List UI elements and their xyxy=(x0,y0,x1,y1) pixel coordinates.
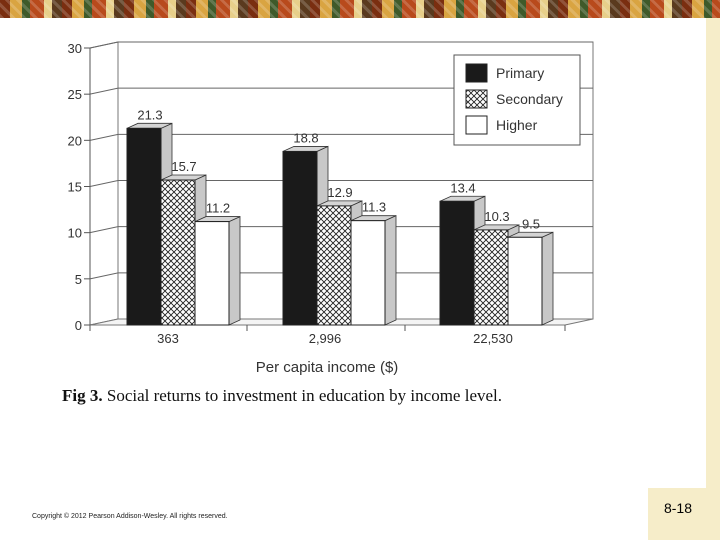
data-label: 9.5 xyxy=(521,216,541,232)
legend-label: Primary xyxy=(496,65,545,81)
legend-swatch xyxy=(466,90,487,108)
figure-caption-text: Social returns to investment in education by income level. xyxy=(106,386,503,405)
data-label: 10.3 xyxy=(484,208,510,224)
x-tick-label: 363 xyxy=(157,331,179,346)
legend-swatch xyxy=(466,64,487,82)
y-tick-label: 15 xyxy=(67,179,82,195)
x-axis xyxy=(90,325,565,346)
bar-higher-1 xyxy=(195,217,240,325)
y-tick-label: 5 xyxy=(74,271,82,287)
y-axis xyxy=(68,41,90,333)
bar-higher-3 xyxy=(508,232,553,325)
data-label: 11.2 xyxy=(205,200,231,216)
data-label: 13.4 xyxy=(450,180,476,196)
legend xyxy=(454,55,580,145)
x-axis-title: Per capita income ($) xyxy=(255,359,399,376)
data-label: 12.9 xyxy=(327,184,353,200)
x-tick-label: 2,996 xyxy=(308,331,342,346)
figure-number: Fig 3. xyxy=(62,386,103,405)
data-label: 21.3 xyxy=(137,107,163,123)
copyright-text: Copyright © 2012 Pearson Addison-Wesley. All rights reserved. xyxy=(32,513,228,520)
data-label: 18.8 xyxy=(293,130,319,146)
y-tick-label: 10 xyxy=(67,225,82,241)
y-tick-label: 25 xyxy=(67,87,82,103)
legend-label: Higher xyxy=(496,117,538,133)
x-tick-label: 22,530 xyxy=(473,331,513,346)
y-tick-label: 20 xyxy=(67,133,82,149)
legend-swatch xyxy=(466,116,487,134)
slide-number: 8-18 xyxy=(663,500,693,516)
legend-label: Secondary xyxy=(496,91,563,107)
y-tick-label: 0 xyxy=(74,318,82,333)
figure-caption xyxy=(62,386,502,406)
bar-higher-2 xyxy=(351,216,396,325)
data-label: 11.3 xyxy=(361,199,387,215)
data-label: 15.7 xyxy=(171,159,197,175)
y-tick-label: 30 xyxy=(67,41,82,56)
